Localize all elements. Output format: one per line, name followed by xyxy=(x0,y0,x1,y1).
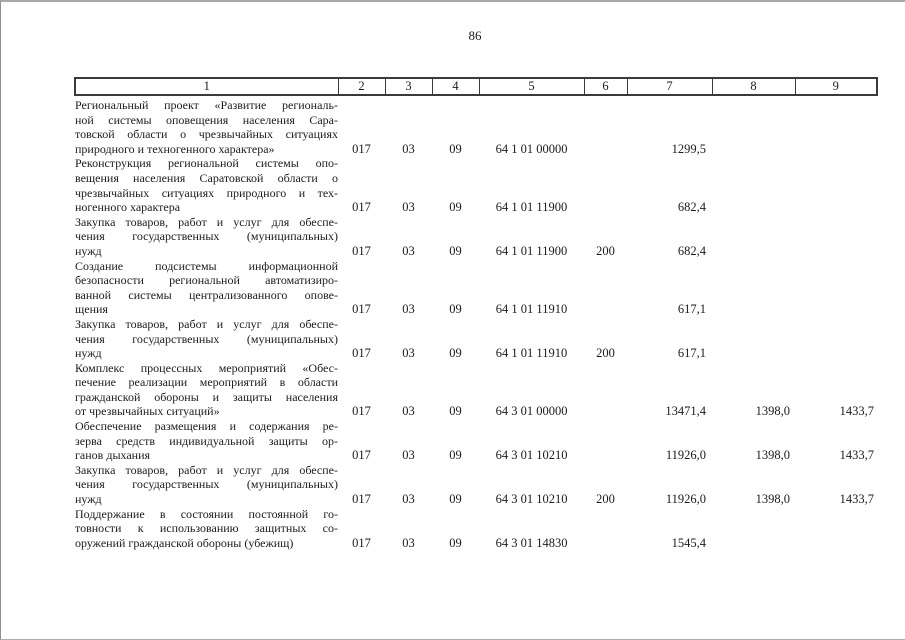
row-title-line: Обеспечение размещения и содержания ре- xyxy=(75,419,338,434)
cell-col6 xyxy=(584,95,627,156)
cell-col4: 09 xyxy=(449,535,462,550)
cell-col4: 09 xyxy=(449,243,462,258)
cell-col9: 1433,7 xyxy=(839,404,874,419)
cell-col3: 03 xyxy=(402,141,415,156)
cell-col3: 03 xyxy=(402,346,415,361)
row-title-line: щения xyxy=(75,302,108,317)
row-title-line: товской области о чрезвычайных ситуациях xyxy=(75,127,338,142)
cell-col8: 1398,0 xyxy=(755,448,790,463)
cell-col5: 64 3 01 00000 xyxy=(495,404,568,419)
cell-col8 xyxy=(712,507,795,551)
cell-col3: 03 xyxy=(402,243,415,258)
column-header-4: 4 xyxy=(432,78,479,95)
cell-col5: 64 1 01 11910 xyxy=(495,302,568,317)
cell-col6: 200 xyxy=(596,243,615,258)
row-title-line: чения государственных (муниципальных) xyxy=(75,229,338,244)
row-title-line: Региональный проект «Развитие региональ- xyxy=(75,98,338,112)
cell-col2: 017 xyxy=(352,141,371,156)
cell-col9 xyxy=(795,95,877,156)
cell-col9 xyxy=(795,507,877,551)
cell-col4: 09 xyxy=(449,492,462,507)
page-number: 86 xyxy=(468,28,482,43)
row-title-cell xyxy=(75,463,338,507)
row-title-line: чрезвычайных ситуациях природного и тех- xyxy=(75,185,338,200)
column-header-6: 6 xyxy=(584,78,627,95)
row-title-line: товности к использованию защитных со- xyxy=(75,521,338,536)
row-title-line: ной системы оповещения населения Сара- xyxy=(75,112,338,127)
table-row xyxy=(75,361,877,419)
cell-col3: 03 xyxy=(402,492,415,507)
row-title-line: гражданской обороны и защиты населения xyxy=(75,389,338,404)
cell-col7: 682,4 xyxy=(677,200,706,215)
row-title-cell xyxy=(75,215,338,259)
row-title-cell xyxy=(75,361,338,419)
budget-table-body xyxy=(75,95,877,550)
cell-col2: 017 xyxy=(352,492,371,507)
row-title-line: зерва средств индивидуальной защиты ор- xyxy=(75,433,338,448)
row-title-line: ванной системы централизованного опове- xyxy=(75,287,338,302)
cell-col5: 64 3 01 10210 xyxy=(495,448,568,463)
cell-col8: 1398,0 xyxy=(755,404,790,419)
cell-col8 xyxy=(712,259,795,317)
table-row xyxy=(75,507,877,551)
table-row xyxy=(75,156,877,214)
cell-col6 xyxy=(584,419,627,463)
row-title-line: от чрезвычайных ситуаций» xyxy=(75,404,220,419)
cell-col2: 017 xyxy=(352,448,371,463)
cell-col4: 09 xyxy=(449,346,462,361)
cell-col6 xyxy=(584,507,627,551)
row-title-line: безопасности региональной автоматизиро- xyxy=(75,273,338,288)
row-title-line: Комплекс процессных мероприятий «Обес- xyxy=(75,360,338,375)
row-title-line: оружений гражданской обороны (убежищ) xyxy=(75,535,294,550)
cell-col7: 617,1 xyxy=(677,302,706,317)
cell-col2: 017 xyxy=(352,535,371,550)
table-row xyxy=(75,259,877,317)
column-header-2: 2 xyxy=(338,78,385,95)
row-title-cell xyxy=(75,419,338,463)
row-title-cell xyxy=(75,156,338,214)
row-title-cell xyxy=(75,95,338,156)
row-title-cell xyxy=(75,317,338,361)
table-header-row xyxy=(75,78,877,95)
row-title-line: Реконструкция региональной системы опо- xyxy=(75,156,338,171)
cell-col7: 11926,0 xyxy=(665,492,706,507)
row-title-line: ногенного характера xyxy=(75,200,181,215)
row-title-cell xyxy=(75,507,338,551)
column-header-5: 5 xyxy=(479,78,584,95)
budget-table xyxy=(74,77,878,550)
row-title-line: нужд xyxy=(75,492,102,507)
cell-col2: 017 xyxy=(352,243,371,258)
cell-col5: 64 1 01 11900 xyxy=(495,200,568,215)
cell-col7: 617,1 xyxy=(677,346,706,361)
cell-col8 xyxy=(712,317,795,361)
cell-col7: 1299,5 xyxy=(671,141,706,156)
cell-col6 xyxy=(584,259,627,317)
cell-col6 xyxy=(584,156,627,214)
cell-col2: 017 xyxy=(352,346,371,361)
cell-col5: 64 1 01 11900 xyxy=(495,243,568,258)
cell-col4: 09 xyxy=(449,404,462,419)
table-row xyxy=(75,463,877,507)
cell-col2: 017 xyxy=(352,404,371,419)
cell-col4: 09 xyxy=(449,141,462,156)
row-title-line: Создание подсистемы информационной xyxy=(75,258,338,273)
cell-col5: 64 3 01 10210 xyxy=(495,492,568,507)
column-header-8: 8 xyxy=(712,78,795,95)
column-header-1: 1 xyxy=(75,78,338,95)
cell-col3: 03 xyxy=(402,200,415,215)
row-title-line: чения государственных (муниципальных) xyxy=(75,477,338,492)
cell-col9 xyxy=(795,259,877,317)
cell-col6: 200 xyxy=(596,492,615,507)
cell-col5: 64 1 01 11910 xyxy=(495,346,568,361)
row-title-line: вещения населения Саратовской области о xyxy=(75,170,338,185)
row-title-line: печение реализации мероприятий в области xyxy=(75,375,338,390)
cell-col3: 03 xyxy=(402,448,415,463)
row-title-line: Закупка товаров, работ и услуг для обеспе- xyxy=(75,214,338,229)
cell-col2: 017 xyxy=(352,302,371,317)
cell-col7: 1545,4 xyxy=(671,535,706,550)
cell-col3: 03 xyxy=(402,302,415,317)
cell-col3: 03 xyxy=(402,404,415,419)
row-title-cell xyxy=(75,259,338,317)
cell-col8 xyxy=(712,95,795,156)
cell-col4: 09 xyxy=(449,302,462,317)
row-title-line: ганов дыхания xyxy=(75,448,151,463)
cell-col6: 200 xyxy=(596,346,615,361)
row-title-line: Закупка товаров, работ и услуг для обеспе- xyxy=(75,462,338,477)
column-header-7: 7 xyxy=(627,78,712,95)
cell-col4: 09 xyxy=(449,200,462,215)
cell-col5: 64 1 01 00000 xyxy=(495,141,568,156)
table-row xyxy=(75,95,877,156)
row-title-line: нужд xyxy=(75,243,102,258)
column-header-9: 9 xyxy=(795,78,877,95)
cell-col8 xyxy=(712,156,795,214)
row-title-line: чения государственных (муниципальных) xyxy=(75,331,338,346)
cell-col3: 03 xyxy=(402,535,415,550)
cell-col7: 682,4 xyxy=(677,243,706,258)
row-title-line: природного и техногенного характера» xyxy=(75,141,275,156)
row-title-line: Поддержание в состоянии постоянной го- xyxy=(75,506,338,521)
cell-col8: 1398,0 xyxy=(755,492,790,507)
table-row xyxy=(75,317,877,361)
cell-col9 xyxy=(795,215,877,259)
table-row xyxy=(75,419,877,463)
cell-col9: 1433,7 xyxy=(839,448,874,463)
cell-col4: 09 xyxy=(449,448,462,463)
cell-col7: 11926,0 xyxy=(665,448,706,463)
cell-col5: 64 3 01 14830 xyxy=(495,535,568,550)
cell-col9 xyxy=(795,156,877,214)
cell-col6 xyxy=(584,361,627,419)
cell-col9 xyxy=(795,317,877,361)
cell-col8 xyxy=(712,215,795,259)
cell-col7: 13471,4 xyxy=(665,404,706,419)
table-row xyxy=(75,215,877,259)
row-title-line: нужд xyxy=(75,346,102,361)
row-title-line: Закупка товаров, работ и услуг для обеспе- xyxy=(75,316,338,331)
column-header-3: 3 xyxy=(385,78,432,95)
cell-col9: 1433,7 xyxy=(839,492,874,507)
cell-col2: 017 xyxy=(352,200,371,215)
